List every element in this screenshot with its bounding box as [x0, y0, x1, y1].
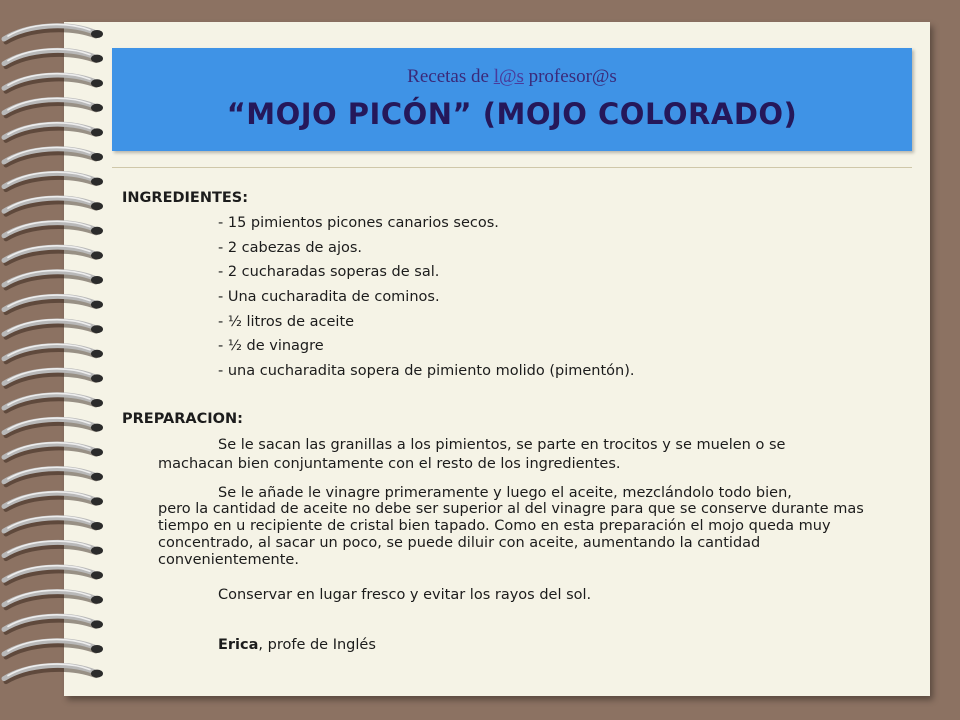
binding-ring [4, 270, 103, 288]
binding-ring [4, 172, 103, 190]
page-title: “MOJO PICÓN” (MOJO COLORADO) [226, 97, 798, 131]
signature [218, 636, 376, 654]
ingredient-item: - 2 cucharadas soperas de sal. [218, 264, 440, 280]
ingredient-item: - ½ litros de aceite [218, 314, 355, 330]
binding-ring [4, 467, 103, 485]
signature-rest: , profe de Inglés [258, 637, 376, 653]
ingredient-item: - 2 cabezas de ajos. [218, 240, 363, 256]
ingredient-item: - 15 pimientos picones canarios secos. [218, 215, 499, 231]
signature-name: Erica [218, 637, 259, 653]
preparation-paragraph-1-rest: machacan bien conjuntamente con el resto de los ingredientes. [158, 456, 621, 472]
preparation-heading: PREPARACION: [122, 411, 243, 427]
spiral-binding [0, 0, 120, 720]
preparation-paragraph-3: Conservar en lugar fresco y evitar los rayos del sol. [218, 587, 592, 603]
binding-ring [4, 639, 103, 657]
binding-ring [4, 74, 103, 92]
ingredients-heading: INGREDIENTES: [122, 190, 249, 206]
binding-ring [4, 197, 103, 215]
binding-ring [4, 393, 103, 411]
binding-ring [4, 344, 103, 362]
binding-ring [4, 98, 103, 116]
binding-ring [4, 418, 103, 436]
binding-ring [4, 516, 103, 534]
divider-line [112, 167, 912, 168]
ingredient-item: - una cucharadita sopera de pimiento molido (pimentón). [218, 363, 635, 379]
binding-ring [4, 443, 103, 461]
subtitle-link[interactable]: l@s [493, 66, 524, 87]
binding-ring [4, 615, 103, 633]
binding-ring [4, 49, 103, 67]
binding-ring [4, 246, 103, 264]
ingredient-item: - Una cucharadita de cominos. [218, 289, 440, 305]
preparation-paragraph-2-rest: pero la cantidad de aceite no debe ser superior al del vinagre para que se conserve durante mas tiempo en u recipiente de cristal bien tapado. Como en esta preparación el mojo queda muy concentrado, al sacar un poco, se puede diluir con aceite, aumentando la cantidad convenientemente. [158, 501, 864, 568]
binding-ring [4, 664, 103, 682]
binding-ring [4, 566, 103, 584]
preparation-paragraph-1-first-line: Se le sacan las granillas a los pimientos, se parte en trocitos y se muelen o se [218, 437, 786, 453]
binding-ring [4, 492, 103, 510]
subtitle-suffix: profesor@s [523, 66, 617, 87]
binding-ring [4, 147, 103, 165]
binding-ring [4, 541, 103, 559]
binding-ring [4, 590, 103, 608]
preparation-paragraph-2-first-line: Se le añade le vinagre primeramente y luego el aceite, mezclándolo todo bien, [218, 485, 792, 501]
binding-ring [4, 295, 103, 313]
page-subtitle [112, 64, 912, 90]
binding-ring [4, 24, 103, 42]
binding-ring [4, 369, 103, 387]
binding-ring [4, 123, 103, 141]
binding-ring [4, 221, 103, 239]
binding-ring [4, 320, 103, 338]
ingredient-item: - ½ de vinagre [218, 338, 324, 354]
subtitle-prefix: Recetas de [407, 66, 494, 87]
